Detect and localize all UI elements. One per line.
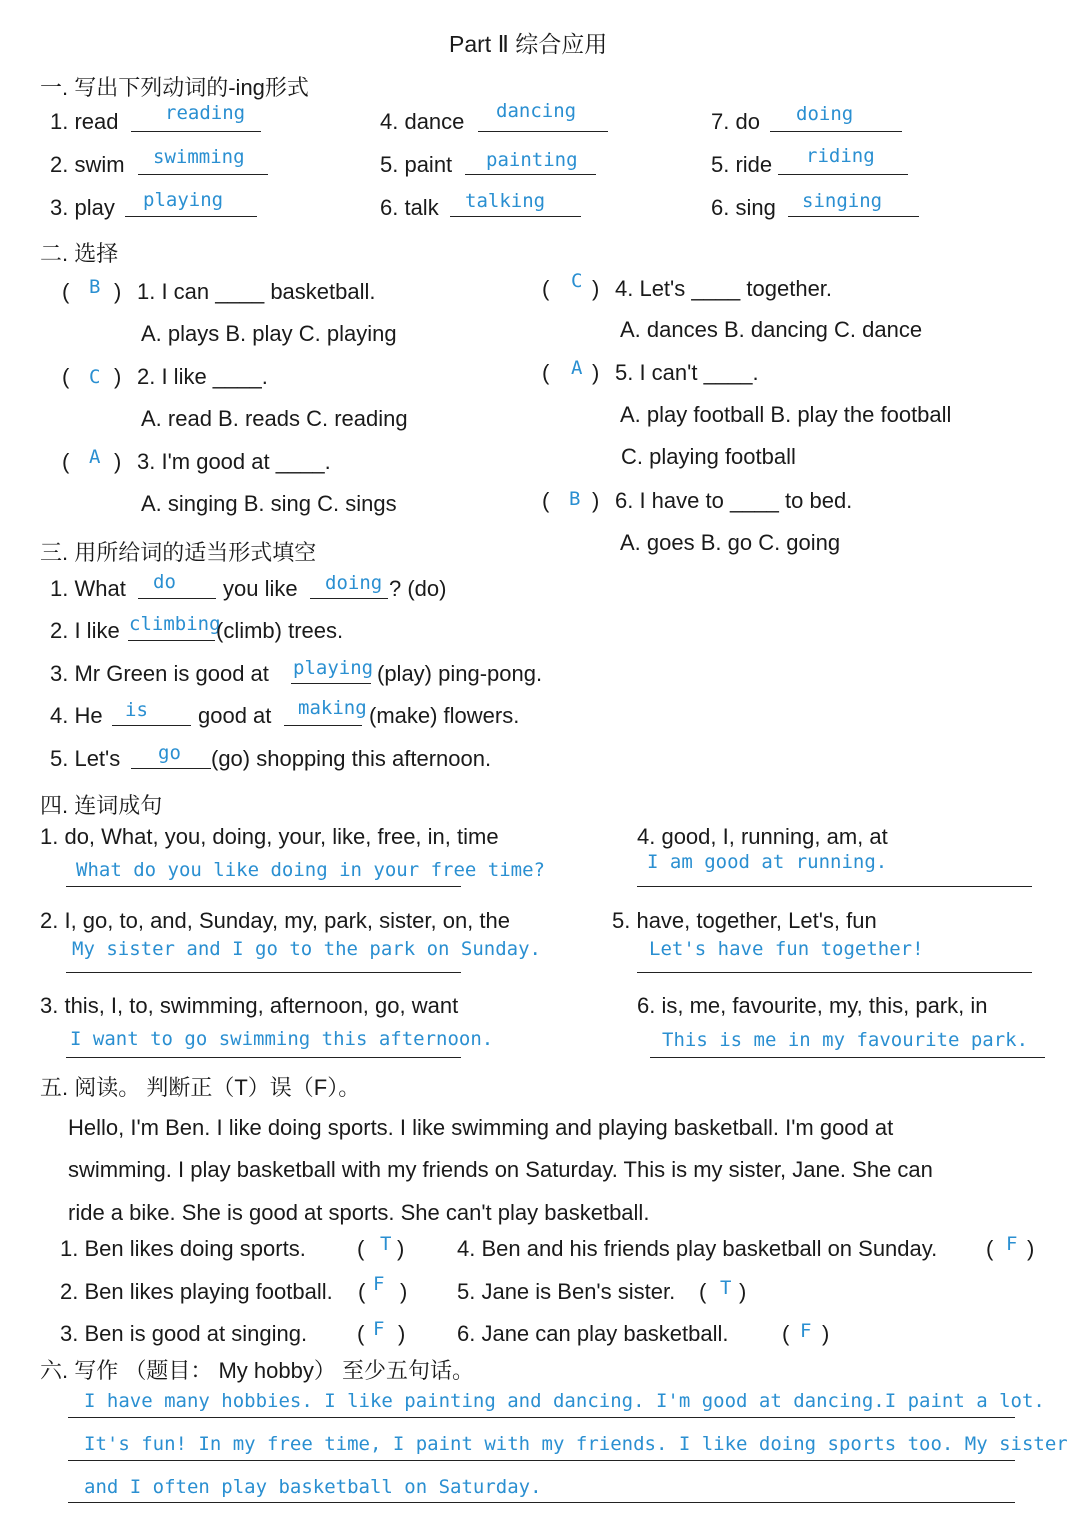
ing-question: 6. talk [380,195,439,220]
fill-text: (make) flowers. [369,703,520,728]
choice-options: A. read B. reads C. reading [141,406,408,431]
words-question: 1. do, What, you, doing, your, like, free, in, time [40,824,499,849]
tf-question: 4. Ben and his friends play basketball on Sunday. [457,1236,938,1261]
fill-text: good at [198,703,272,728]
paren-close: ) [398,1321,406,1346]
paren-close: ) [400,1279,408,1304]
writing-line: It's fun! In my free time, I paint with my friends. I like doing sports too. My sister [84,1433,1068,1455]
fill-text: ? (do) [389,576,447,601]
paren-close: ) [822,1321,830,1346]
choice-options: A. goes B. go C. going [620,530,841,555]
fill-text: 3. Mr Green is good at [50,661,269,686]
writing-line: I have many hobbies. I like painting and dancing. I'm good at dancing.I paint a lot. [84,1390,1045,1412]
paren-close: ) [397,1236,405,1261]
paren-open: ( [986,1236,994,1261]
paren-close: ) [114,279,122,304]
choice-question: 5. I can't ____. [615,360,759,385]
tf-answer: F [1006,1233,1018,1255]
fill-text: 5. Let's [50,746,121,771]
tf-answer: F [800,1320,812,1342]
choice-answer: B [89,276,101,298]
writing-line: and I often play basketball on Saturday. [84,1476,542,1498]
words-question: 3. this, I, to, swimming, afternoon, go, want [40,993,459,1018]
ing-answer: painting [486,149,578,171]
choice-question: 6. I have to ____ to bed. [615,488,853,513]
ing-question: 5. paint [380,152,453,177]
ing-question: 1. read [50,109,119,134]
words-answer: I am good at running. [647,851,888,873]
words-answer: What do you like doing in your free time? [76,859,545,881]
words-question: 5. have, together, Let's, fun [612,908,877,933]
tf-question: 3. Ben is good at singing. [60,1321,308,1346]
paren-close: ) [114,364,122,389]
tf-answer: F [373,1318,385,1340]
tf-question: 2. Ben likes playing football. [60,1279,333,1304]
fill-answer: climbing [129,613,221,635]
passage-line: swimming. I play basketball with my friends on Saturday. This is my sister, Jane. She can [68,1157,933,1182]
paren-close: ) [1027,1236,1035,1261]
choice-options: A. singing B. sing C. sings [141,491,397,516]
ing-answer: reading [165,102,246,124]
paren-open: ( [62,364,70,389]
fill-text: 1. What [50,576,126,601]
words-answer: This is me in my favourite park. [662,1029,1029,1051]
choice-question: 1. I can ____ basketball. [137,279,376,304]
section-heading-6: 六. 写作 （题目： My hobby） 至少五句话。 [40,1358,474,1383]
tf-answer: F [373,1273,385,1295]
ing-answer: doing [796,103,854,125]
ing-question: 4. dance [380,109,465,134]
ing-answer: dancing [496,100,577,122]
words-question: 4. good, I, running, am, at [637,824,888,849]
page-title: Part Ⅱ 综合应用 [449,31,608,57]
choice-answer: A [571,357,583,379]
fill-answer: do [153,571,176,593]
tf-question: 5. Jane is Ben's sister. [457,1279,676,1304]
fill-answer: doing [325,572,383,594]
paren-close: ) [114,449,122,474]
ing-answer: riding [806,145,875,167]
ing-answer: talking [465,190,546,212]
tf-answer: T [720,1277,732,1299]
ing-question: 5. ride [711,152,773,177]
paren-close: ) [739,1279,747,1304]
ing-answer: swimming [153,146,245,168]
choice-answer: A [89,446,101,468]
fill-text: you like [223,576,298,601]
ing-answer: singing [802,190,883,212]
choice-question: 2. I like ____. [137,364,268,389]
tf-answer: T [380,1233,392,1255]
ing-question: 3. play [50,195,115,220]
choice-options: A. play football B. play the football [620,402,952,427]
paren-open: ( [358,1279,366,1304]
paren-open: ( [542,488,550,513]
choice-options: C. playing football [621,444,796,469]
passage-line: ride a bike. She is good at sports. She can't play basketball. [68,1200,650,1225]
words-answer: I want to go swimming this afternoon. [70,1028,494,1050]
ing-question: 6. sing [711,195,776,220]
paren-open: ( [782,1321,790,1346]
section-heading-5: 五. 阅读。 判断正（T）误（F）。 [40,1075,361,1100]
ing-question: 7. do [711,109,760,134]
paren-close: ) [592,360,600,385]
section-heading-2: 二. 选择 [40,241,119,266]
fill-text: (go) shopping this afternoon. [211,746,492,771]
paren-open: ( [357,1236,365,1261]
section-heading-3: 三. 用所给词的适当形式填空 [40,540,317,565]
words-question: 6. is, me, favourite, my, this, park, in [637,993,988,1018]
paren-open: ( [699,1279,707,1304]
words-answer: Let's have fun together! [649,938,924,960]
choice-answer: C [89,366,101,388]
words-answer: My sister and I go to the park on Sunday. [72,938,541,960]
fill-answer: is [125,699,148,721]
fill-text: (play) ping-pong. [377,661,543,686]
choice-options: A. plays B. play C. playing [141,321,397,346]
passage-line: Hello, I'm Ben. I like doing sports. I like swimming and playing basketball. I'm good at [68,1115,894,1140]
fill-answer: go [158,742,181,764]
words-question: 2. I, go, to, and, Sunday, my, park, sister, on, the [40,908,510,933]
paren-open: ( [62,279,70,304]
section-heading-4: 四. 连词成句 [40,793,163,818]
fill-text: 2. I like [50,618,120,643]
ing-answer: playing [143,189,224,211]
tf-question: 1. Ben likes doing sports. [60,1236,306,1261]
fill-text: 4. He [50,703,103,728]
choice-answer: B [569,488,581,510]
ing-question: 2. swim [50,152,125,177]
fill-answer: making [298,697,367,719]
paren-open: ( [357,1321,365,1346]
paren-close: ) [592,488,600,513]
fill-text: (climb) trees. [216,618,344,643]
choice-answer: C [571,270,583,292]
paren-open: ( [542,276,550,301]
section-heading-1: 一. 写出下列动词的-ing形式 [40,75,309,100]
tf-question: 6. Jane can play basketball. [457,1321,729,1346]
paren-open: ( [542,360,550,385]
fill-answer: playing [293,657,374,679]
choice-question: 4. Let's ____ together. [615,276,833,301]
choice-options: A. dances B. dancing C. dance [620,317,923,342]
paren-open: ( [62,449,70,474]
paren-close: ) [592,276,600,301]
choice-question: 3. I'm good at ____. [137,449,331,474]
